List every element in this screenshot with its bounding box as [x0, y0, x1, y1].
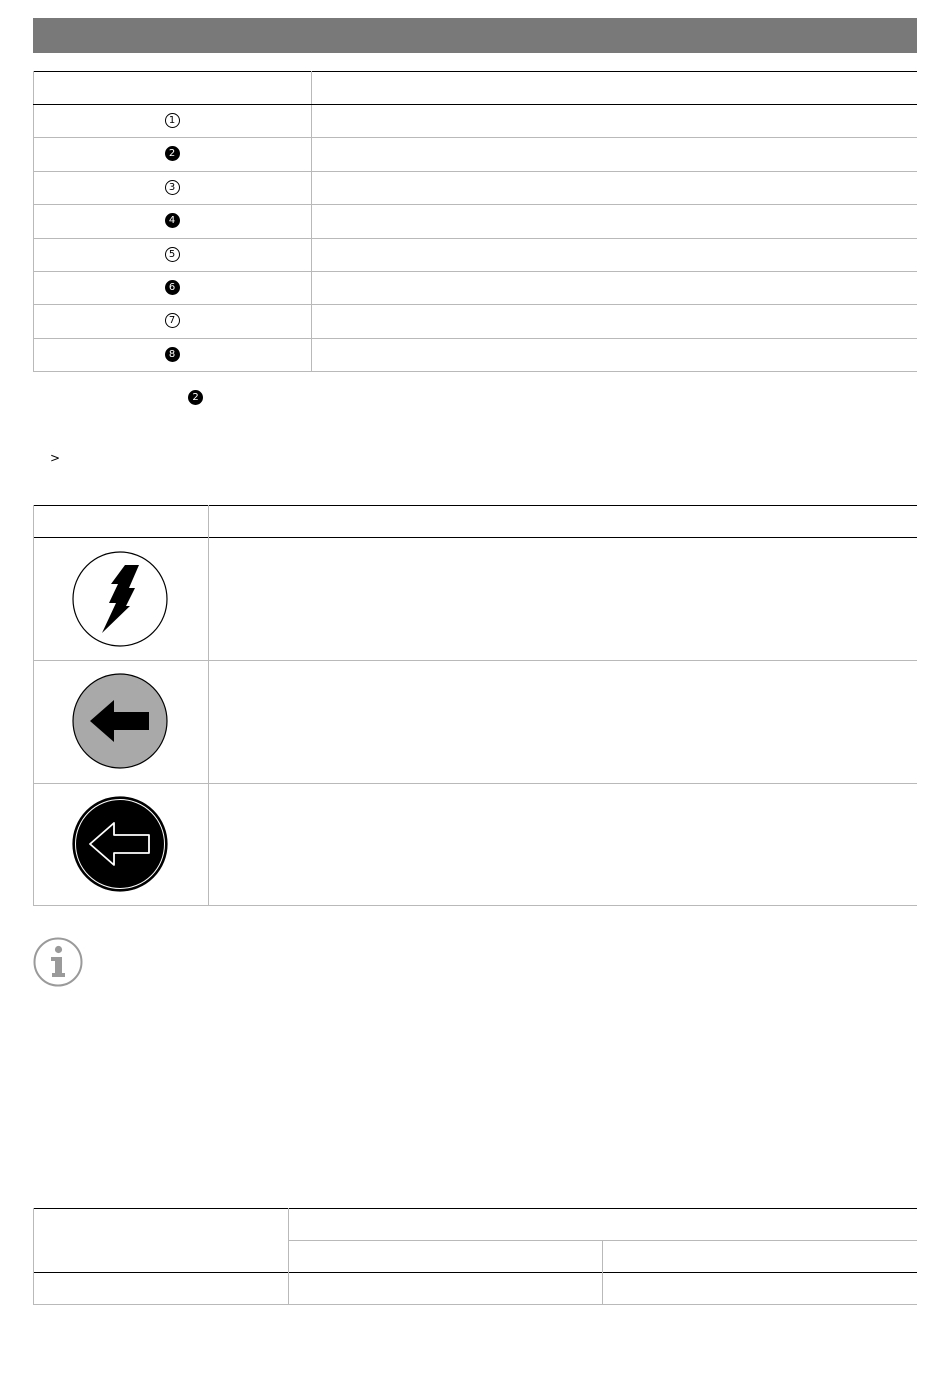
- bottom-table-divider: [602, 1240, 603, 1304]
- legend-number-cell: [33, 238, 311, 271]
- callout-number-7: 7: [165, 313, 180, 328]
- info-icon: [33, 937, 83, 987]
- legend-description-cell: [312, 204, 917, 237]
- symbol-row-divider: [33, 783, 917, 784]
- callout-number-8: 8: [165, 347, 180, 362]
- bottom-table-divider: [288, 1208, 289, 1304]
- symbol-table-top-rule: [33, 505, 917, 506]
- legend-number-cell: [33, 171, 311, 204]
- callout-number-2: 2: [165, 146, 180, 161]
- legend-number-cell: [33, 338, 311, 371]
- legend-description-cell: [312, 238, 917, 271]
- lightning-bolt-icon: [72, 551, 168, 647]
- inline-callout-2: 2: [188, 390, 203, 405]
- legend-description-cell: [312, 271, 917, 304]
- callout-number-6: 6: [165, 280, 180, 295]
- legend-number-cell: [33, 137, 311, 170]
- symbol-table-header-rule: [33, 537, 917, 538]
- symbol-row-divider: [33, 660, 917, 661]
- table-top-rule: [33, 71, 917, 72]
- legend-description-cell: [312, 104, 917, 137]
- legend-number-cell: [33, 204, 311, 237]
- legend-description-cell: [312, 338, 917, 371]
- legend-description-cell: [312, 304, 917, 337]
- bottom-table-header-rule: [33, 1272, 917, 1273]
- symbol-table-column-divider: [208, 505, 209, 905]
- bottom-table-top-rule: [33, 1208, 917, 1209]
- section-header-bar: [33, 18, 917, 53]
- legend-description-cell: [312, 137, 917, 170]
- bottom-table-left-border: [33, 1208, 34, 1304]
- legend-row-divider: [33, 371, 917, 372]
- callout-number-3: 3: [165, 180, 180, 195]
- legend-number-cell: [33, 104, 311, 137]
- legend-number-cell: [33, 304, 311, 337]
- callout-number-1: 1: [165, 113, 180, 128]
- symbol-table-bottom-rule: [33, 905, 917, 906]
- arrow-left-black-icon: [72, 796, 168, 892]
- step-chevron: >: [50, 451, 61, 465]
- legend-description-cell: [312, 171, 917, 204]
- callout-number-4: 4: [165, 213, 180, 228]
- symbol-table-left-border: [33, 505, 34, 905]
- bottom-table-bottom-rule: [33, 1304, 917, 1305]
- arrow-left-gray-icon: [72, 673, 168, 769]
- callout-number-5: 5: [165, 247, 180, 262]
- legend-number-cell: [33, 271, 311, 304]
